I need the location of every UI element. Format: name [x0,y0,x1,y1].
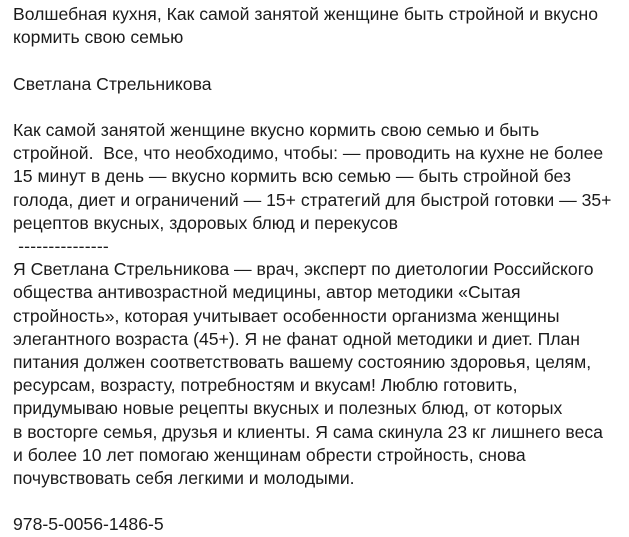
title-line: Волшебная кухня, Как самой занятой женщине быть стройной и вкусно [13,4,598,24]
spacer [13,490,625,513]
bio-line: почувствовать себя легкими и молодыми. [13,468,355,489]
isbn: 978-5-0056-1486-5 [13,514,164,535]
spacer [13,96,625,119]
annotation-line: Как самой занятой женщине вкусно кормить свою семью и быть [13,119,540,140]
annotation-line: рецептов вкусных, здоровых блюд и перекусов [13,212,398,233]
bio-line: питания должен соответствовать вашему состоянию здоровья, целям, [13,352,592,373]
annotation-paragraph [13,119,625,235]
annotation-line: голода, диет и ограничений — 15+ стратегий для быстрой готовки — 35+ [13,189,612,210]
spacer [13,49,625,72]
annotation-line: 15 минут в день — вкусно кормить всю семью — быть стройной без [13,166,571,187]
bio-line: Я Светлана Стрельникова — врач, эксперт по диетологии Российского [13,259,594,280]
bio-line: и более 10 лет помогаю женщинам обрести стройность, снова [13,444,526,465]
bio-line: общества антивозрастной медицины, автор методики «Сытая [13,282,521,303]
bio-line: элегантного возраста (45+). Я не фанат одной методики и диет. План [13,328,581,349]
title-line: кормить свою семью [13,27,184,48]
bio-line: ресурсам, возрасту, потребностям и вкусам! Люблю готовить, [13,375,518,396]
bio-line: придумываю новые рецепты вкусных и полезных блюд, от которых [13,398,563,419]
annotation-line: стройной. Все, что необходимо, чтобы: — проводить на кухне не более [13,143,604,164]
book-description [13,3,625,537]
separator-line: --------------- [13,236,109,256]
bio-line: в восторге семья, друзья и клиенты. Я сама скинула 23 кг лишнего веса [13,421,603,442]
book-title [13,3,625,49]
bio-line: стройность», которая учитывает особенности организма женщины [13,305,560,326]
author-name: Светлана Стрельникова [13,73,212,94]
author-bio-paragraph [13,258,625,490]
